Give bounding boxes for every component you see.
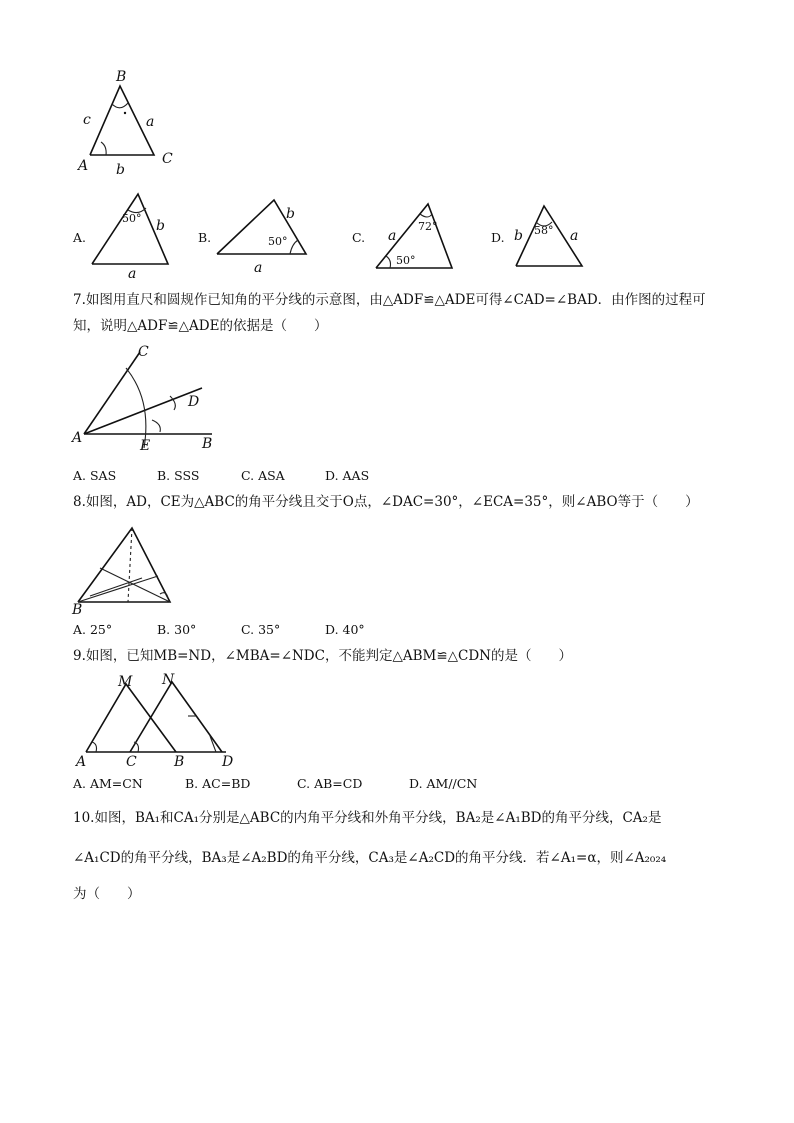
q9-option-d[interactable]: D. AM//CN: [409, 776, 478, 791]
q9-label-M: M: [118, 674, 133, 690]
label-b: b: [116, 162, 125, 178]
question-9-line-1: 9.如图，已知MB=ND，∠MBA=∠NDC，不能判定△ABM≌△CDN的是（ ）: [73, 648, 572, 664]
choice-d-angle: 58°: [534, 224, 554, 237]
question-9-options: [73, 776, 477, 792]
label-C: C: [162, 151, 173, 167]
choice-a-letter: A.: [73, 230, 87, 245]
question-10-line-1: 10.如图，BA₁和CA₁分别是△ABC的内角平分线和外角平分线，BA₂是∠A₁BD的角平分线，CA₂是: [73, 810, 662, 826]
q7-label-E: E: [140, 438, 151, 454]
q8-option-a[interactable]: A. 25°: [73, 622, 113, 637]
label-B: B: [116, 69, 127, 85]
choice-a-side-b: b: [156, 218, 165, 234]
q8-option-d[interactable]: D. 40°: [325, 622, 365, 637]
q9-label-C: C: [126, 754, 137, 770]
q9-label-N: N: [162, 672, 175, 688]
q8-option-b[interactable]: B. 30°: [157, 622, 197, 637]
question-8-figure: [70, 518, 190, 618]
question-10-line-3: 为（ ）: [73, 886, 141, 902]
q9-label-D: D: [222, 754, 234, 770]
q7-label-A: A: [72, 430, 83, 446]
choice-c-triangle: [370, 200, 458, 276]
q7-option-c[interactable]: C. ASA: [241, 468, 285, 483]
choice-b-letter: B.: [198, 230, 212, 245]
choice-b-side-a: a: [254, 260, 263, 276]
choice-d-side-a: a: [570, 228, 579, 244]
choice-b-side-b: b: [286, 206, 295, 222]
q9-option-a[interactable]: A. AM=CN: [73, 776, 143, 791]
question-8-options: [73, 622, 365, 638]
choice-b-triangle: [214, 196, 310, 282]
q7-label-C: C: [138, 344, 149, 360]
reference-triangle-figure: [74, 66, 184, 178]
q7-label-B: B: [202, 436, 213, 452]
choice-a-triangle: [88, 192, 172, 282]
question-8-line-1: 8.如图，AD，CE为△ABC的角平分线且交于O点，∠DAC=30°，∠ECA=35°，则∠ABO等于（ ）: [73, 494, 699, 510]
q9-option-b[interactable]: B. AC=BD: [185, 776, 251, 791]
q7-option-d[interactable]: D. AAS: [325, 468, 370, 483]
q7-label-D: D: [188, 394, 200, 410]
choice-a-angle: 50°: [122, 212, 142, 225]
label-A: A: [78, 158, 89, 174]
choice-b-angle: 50°: [268, 235, 288, 248]
q9-label-A: A: [76, 754, 87, 770]
q7-option-a[interactable]: A. SAS: [73, 468, 117, 483]
q8-option-c[interactable]: C. 35°: [241, 622, 281, 637]
q8-label-B: B: [72, 602, 83, 618]
label-c: c: [83, 112, 91, 128]
choice-c-angle-bottom: 50°: [396, 254, 416, 267]
choice-c-side-a: a: [388, 228, 397, 244]
q7-option-b[interactable]: B. SSS: [157, 468, 200, 483]
choice-c-angle-top: 72°: [418, 220, 438, 233]
choice-a-side-a: a: [128, 266, 137, 282]
choice-d-triangle: [510, 200, 590, 274]
question-7-line-1: 7.如图用直尺和圆规作已知角的平分线的示意图，由△ADF≌△ADE可得∠CAD=∠BAD．由作图的过程可: [73, 292, 706, 308]
question-7-line-2: 知，说明△ADF≌△ADE的依据是（ ）: [73, 318, 328, 334]
label-a: a: [146, 114, 155, 130]
question-10-line-2: ∠A₁CD的角平分线，BA₃是∠A₂BD的角平分线，CA₃是∠A₂CD的角平分线．若∠A₁=α，则∠A₂₀₂₄: [73, 850, 667, 866]
question-7-figure: [70, 344, 230, 452]
choice-d-letter: D.: [491, 230, 505, 245]
question-9-figure: [70, 670, 240, 770]
choice-d-side-b: b: [514, 228, 523, 244]
q9-label-B: B: [174, 754, 185, 770]
q9-option-c[interactable]: C. AB=CD: [297, 776, 363, 791]
question-7-options: [73, 468, 369, 484]
choice-c-letter: C.: [352, 230, 366, 245]
